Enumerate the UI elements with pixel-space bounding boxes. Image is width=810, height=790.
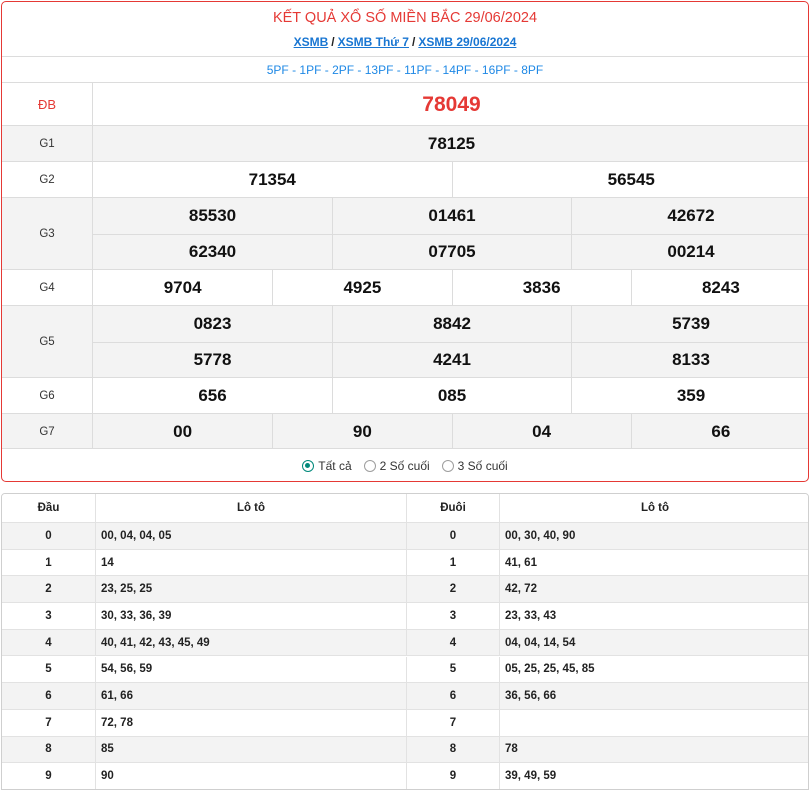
filter-all[interactable] [302, 459, 351, 473]
prize-number: 656 [198, 386, 227, 405]
prize-number: 9704 [163, 278, 202, 297]
dau-loto-cell: 54, 56, 59 [95, 657, 406, 683]
dau-cell: 1 [45, 556, 52, 569]
dau-cell: 3 [45, 609, 52, 622]
dau-loto-cell: 23, 25, 25 [95, 576, 406, 602]
prize-number: 56545 [452, 162, 810, 198]
prize-number: 359 [571, 378, 809, 414]
dau-cell: 7 [45, 716, 52, 729]
dau-loto-cell: 14 [95, 550, 406, 576]
prize-label: G7 [2, 414, 93, 449]
loto-table [1, 493, 809, 790]
radio-checked-icon[interactable] [302, 460, 314, 472]
table-row [2, 657, 808, 684]
duoi-cell: 1 [406, 550, 499, 576]
prize-number: 3836 [452, 270, 631, 306]
prize-number: 4925 [272, 270, 451, 306]
prize-number: 04 [452, 414, 631, 449]
column-header-loto: Lô tô [499, 494, 809, 522]
dau-cell: 5 [45, 663, 52, 676]
duoi-cell: 8 [406, 737, 499, 763]
dau-loto-cell: 00, 04, 04, 05 [95, 523, 406, 549]
prize-number: 90 [272, 414, 451, 449]
duoi-cell: 9 [406, 763, 499, 789]
dau-loto-cell: 40, 41, 42, 43, 45, 49 [95, 630, 406, 656]
prize-label: G1 [2, 126, 93, 162]
duoi-loto-cell: 42, 72 [499, 576, 809, 602]
prize-row [2, 126, 808, 162]
prize-number: 00214 [571, 234, 809, 270]
dau-cell: 4 [45, 636, 52, 649]
prize-row [2, 378, 808, 414]
prize-number: 42672 [571, 198, 809, 234]
link-xsmb[interactable]: XSMB [293, 35, 329, 49]
dau-cell: 2 [45, 583, 52, 596]
duoi-cell: 6 [406, 683, 499, 709]
prize-label: G3 [2, 198, 93, 270]
prize-number: 5739 [571, 306, 809, 342]
radio-icon[interactable] [364, 460, 376, 472]
prize-number: 78125 [427, 134, 476, 153]
table-row [2, 710, 808, 737]
prize-number: 4241 [332, 342, 571, 378]
table-row [2, 763, 808, 790]
filter-3-digits-label: 3 Số cuối [457, 459, 508, 473]
prize-number: 07705 [332, 234, 571, 270]
prize-number: 66 [631, 414, 809, 449]
prize-row [2, 270, 808, 306]
link-xsmb-thu-7[interactable]: XSMB Thứ 7 [337, 35, 409, 49]
prize-number: 01461 [332, 198, 571, 234]
dau-cell: 8 [45, 743, 52, 756]
table-row [2, 550, 808, 577]
duoi-loto-cell: 39, 49, 59 [499, 763, 809, 789]
duoi-cell: 3 [406, 603, 499, 629]
dau-loto-cell: 30, 33, 36, 39 [95, 603, 406, 629]
filter-all-label: Tất cả [318, 459, 352, 473]
divider [2, 56, 808, 57]
breadcrumb [2, 32, 808, 54]
duoi-loto-cell: 00, 30, 40, 90 [499, 523, 809, 549]
divider [93, 234, 809, 235]
column-header-loto: Lô tô [95, 494, 406, 522]
prize-label: G6 [2, 378, 93, 414]
prize-label: G5 [2, 306, 93, 378]
table-row [2, 630, 808, 657]
filter-2-digits-label: 2 Số cuối [379, 459, 430, 473]
prize-number: 62340 [188, 242, 237, 261]
prize-row [2, 162, 808, 198]
column-header-dau: Đầu [37, 502, 60, 514]
table-row [2, 523, 808, 550]
dau-loto-cell: 90 [95, 763, 406, 789]
prize-number: 85530 [188, 206, 237, 225]
breadcrumb-separator: / [411, 35, 416, 49]
duoi-loto-cell: 05, 25, 25, 45, 85 [499, 657, 809, 683]
duoi-cell: 5 [406, 657, 499, 683]
duoi-loto-cell: 23, 33, 43 [499, 603, 809, 629]
duoi-loto-cell: 78 [499, 737, 809, 763]
filter-3-digits[interactable] [442, 459, 508, 473]
link-xsmb-date[interactable]: XSMB 29/06/2024 [418, 35, 517, 49]
special-prize-number: 78049 [422, 92, 481, 116]
prize-label: G2 [2, 162, 93, 198]
table-row [2, 737, 808, 764]
prize-number: 5778 [193, 350, 232, 369]
ticket-codes: 5PF - 1PF - 2PF - 13PF - 11PF - 14PF - 16PF - 8PF [266, 63, 544, 77]
duoi-cell: 0 [406, 523, 499, 549]
duoi-cell: 2 [406, 576, 499, 602]
page-title: KẾT QUẢ XỔ SỐ MIỀN BẮC 29/06/2024 [272, 10, 538, 26]
table-header-row [2, 494, 808, 523]
prize-number: 8842 [332, 306, 571, 342]
duoi-loto-cell: 36, 56, 66 [499, 683, 809, 709]
table-row [2, 576, 808, 603]
breadcrumb-separator: / [331, 35, 335, 49]
filter-2-digits[interactable] [364, 459, 430, 473]
prize-row [2, 414, 808, 449]
prize-row [2, 198, 808, 270]
table-row [2, 603, 808, 630]
table-row [2, 683, 808, 710]
prize-number: 8243 [631, 270, 809, 306]
dau-cell: 0 [45, 529, 52, 542]
duoi-loto-cell: 04, 04, 14, 54 [499, 630, 809, 656]
duoi-cell: 7 [406, 710, 499, 736]
prize-number: 71354 [248, 170, 296, 189]
duoi-loto-cell [499, 710, 809, 736]
prize-number: 8133 [571, 342, 809, 378]
duoi-loto-cell: 41, 61 [499, 550, 809, 576]
duoi-cell: 4 [406, 630, 499, 656]
result-panel [1, 1, 809, 482]
prize-number: 00 [173, 421, 193, 441]
prize-row [2, 306, 808, 378]
dau-cell: 9 [45, 770, 52, 783]
prize-number: 0823 [193, 314, 232, 333]
prize-number: 085 [332, 378, 571, 414]
radio-icon[interactable] [442, 460, 454, 472]
column-header-duoi: Đuôi [406, 494, 499, 522]
prize-row [2, 83, 808, 126]
prize-label: G4 [2, 270, 93, 306]
digit-filter [2, 449, 808, 482]
dau-cell: 6 [45, 690, 52, 703]
dau-loto-cell: 72, 78 [95, 710, 406, 736]
prize-label: ĐB [2, 83, 93, 126]
dau-loto-cell: 61, 66 [95, 683, 406, 709]
dau-loto-cell: 85 [95, 737, 406, 763]
divider [93, 342, 809, 343]
